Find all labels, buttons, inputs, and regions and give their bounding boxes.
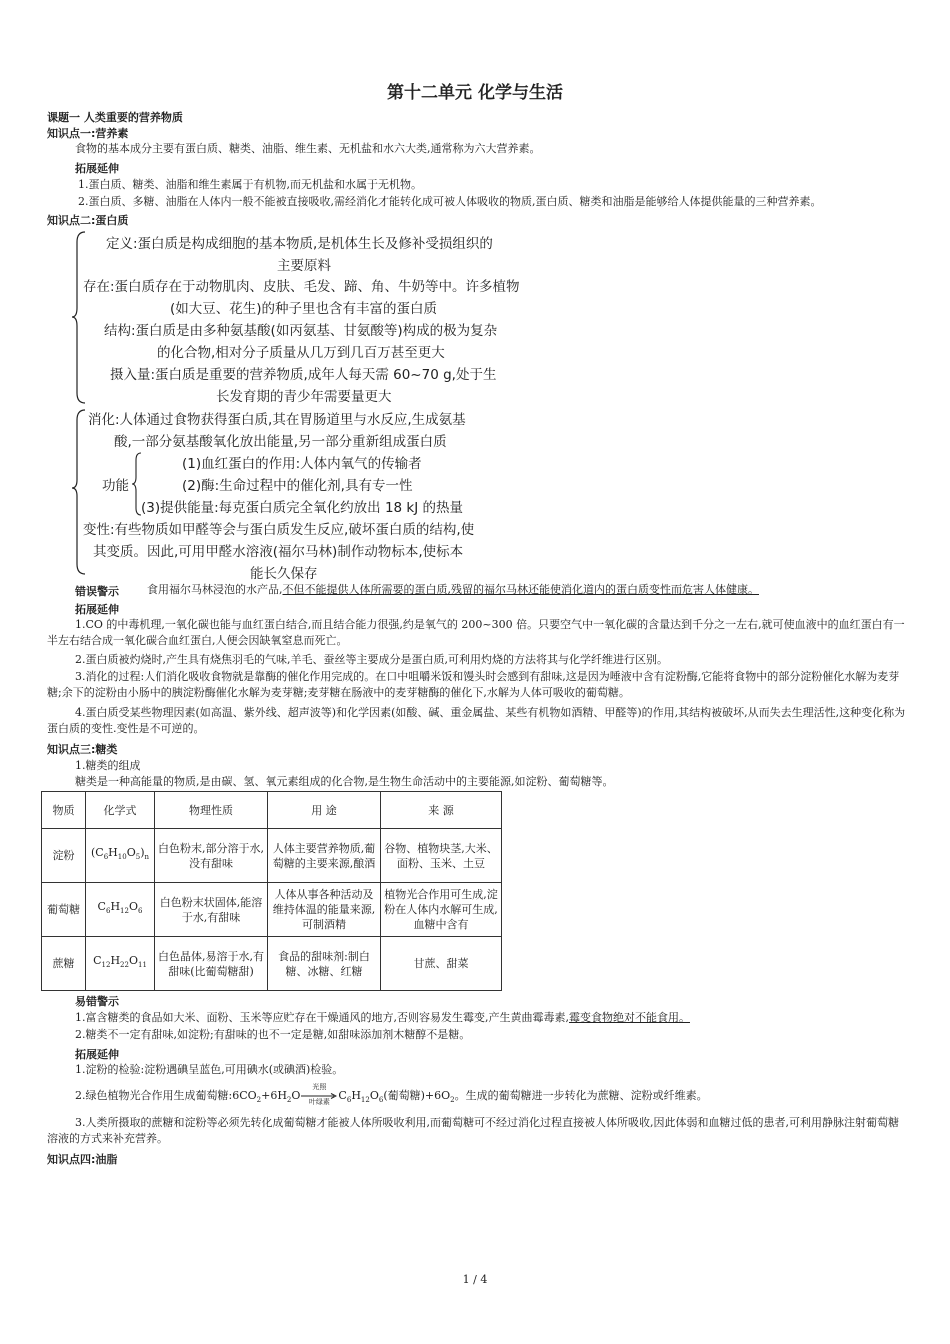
protein-denature-line1: 变性:有些物质如甲醛等会与蛋白质发生反应,破坏蛋白质的结构,使 xyxy=(83,522,475,538)
protein-definition-line2: 主要原料 xyxy=(277,258,331,274)
kp2-ext2: 2.蛋白质被灼烧时,产生具有烧焦羽毛的气味,羊毛、蚕丝等主要成分是蛋白质,可利用灼烧的方法将其与化学纤维进行区别。 xyxy=(75,653,668,666)
kp3-ext3: 3.人类所摄取的蔗糖和淀粉等必须先转化成葡萄糖才能被人体所吸收利用,而葡萄糖可不经过消化过程直接被人体所吸收,因此体弱和血糖过低的患者,可利用静脉注射葡萄糖溶液的方式来补充营养。 xyxy=(47,1116,899,1145)
table-cell: 白色粉末状固体,能溶于水,有甜味 xyxy=(155,883,268,937)
protein-existence-line1: 存在:蛋白质存在于动物肌肉、皮肤、毛发、蹄、角、牛奶等中。许多植物 xyxy=(83,279,520,295)
table-cell: 白色晶体,易溶于水,有甜味(比葡萄糖甜) xyxy=(155,937,268,991)
table-header: 化学式 xyxy=(86,792,155,829)
kp2-warning-text: 食用福尔马林浸泡的水产品,不但不能提供人体所需要的蛋白质,残留的福尔马林还能使消化道内的蛋白质变性而危害人体健康。 xyxy=(147,583,759,596)
protein-structure-line2: 的化合物,相对分子质量从几万到几百万甚至更大 xyxy=(157,345,445,361)
table-cell: 白色粉末,部分溶于水,没有甜味 xyxy=(155,829,268,883)
protein-structure-line1: 结构:蛋白质是由多种氨基酸(如丙氨基、甘氨酸等)构成的极为复杂 xyxy=(104,323,498,339)
function-item-2: (2)酶:生命过程中的催化剂,具有专一性 xyxy=(182,478,413,494)
kp3-warning-1: 1.富含糖类的食品如大米、面粉、玉米等应贮存在干燥通风的地方,否则容易发生霉变,产生黄曲霉毒素,霉变食物绝对不能食用。 xyxy=(75,1011,690,1024)
protein-intake-line2: 长发育期的青少年需要量更大 xyxy=(216,389,392,405)
kp3-ext2-photosynthesis: 2.绿色植物光合作用生成葡萄糖$:6CO_2+6H_2O$ 光照 叶绿素 $C_6H_{12}O_6$(葡萄糖)$+6O_2$。生成的葡萄糖进一步转化为蔗糖、淀粉或纤维素。 xyxy=(75,1083,708,1106)
kp3-warning-2: 2.糖类不一定有甜味,如淀粉;有甜味的也不一定是糖,如甜味添加剂木糖醇不是糖。 xyxy=(75,1028,471,1041)
table-cell: 人体主要营养物质,葡萄糖的主要来源,酿酒 xyxy=(268,829,381,883)
table-header-row xyxy=(42,792,502,829)
table-cell: 谷物、植物块茎,大米、面粉、玉米、土豆 xyxy=(381,829,502,883)
function-item-1: (1)血红蛋白的作用:人体内氧气的传输者 xyxy=(182,456,422,472)
protein-digestion-line2: 酸,一部分氨基酸氧化放出能量,另一部分重新组成蛋白质 xyxy=(114,434,447,450)
function-label: 功能 xyxy=(102,478,129,494)
table-header: 物质 xyxy=(42,792,86,829)
table-cell: 人体从事各种活动及维持体温的能量来源,可制酒精 xyxy=(268,883,381,937)
protein-brace-upper xyxy=(70,230,90,405)
protein-existence-line2: (如大豆、花生)的种子里也含有丰富的蛋白质 xyxy=(170,301,438,317)
kp1-ext1: 1.蛋白质、糖类、油脂和维生素属于有机物,而无机盐和水属于无机物。 xyxy=(78,178,422,191)
kp3-ext1: 1.淀粉的检验:淀粉遇碘呈蓝色,可用碘水(或碘酒)检验。 xyxy=(75,1063,344,1076)
protein-definition-line1: 定义:蛋白质是构成细胞的基本物质,是机体生长及修补受损组织的 xyxy=(106,236,493,252)
kp3-warning-label: 易错警示 xyxy=(75,995,119,1008)
table-cell: 蔗糖 xyxy=(42,937,86,991)
protein-denature-line3: 能长久保存 xyxy=(250,566,318,582)
protein-digestion-line1: 消化:人体通过食物获得蛋白质,其在胃肠道里与水反应,生成氨基 xyxy=(88,412,466,428)
kp2-heading: 知识点二:蛋白质 xyxy=(47,214,129,227)
table-cell: 淀粉 xyxy=(42,829,86,883)
page-title: 第十二单元 化学与生活 xyxy=(387,83,563,103)
table-header: 用 途 xyxy=(268,792,381,829)
kp3-ext-heading: 拓展延伸 xyxy=(75,1048,119,1061)
table-cell: 植物光合作用可生成,淀粉在人体内水解可生成,血糖中含有 xyxy=(381,883,502,937)
kp3-text: 糖类是一种高能量的物质,是由碳、氢、氧元素组成的化合物,是生物生命活动中的主要能源,如淀粉、葡萄糖等。 xyxy=(75,775,614,788)
sugar-table xyxy=(41,791,502,991)
kp1-ext-heading: 拓展延伸 xyxy=(75,162,119,175)
reaction-arrow: 光照 叶绿素 xyxy=(301,1090,337,1102)
kp3-subheading: 1.糖类的组成 xyxy=(75,759,141,772)
kp2-ext1: 1.CO 的中毒机理,一氧化碳也能与血红蛋白结合,而且结合能力很强,约是氧气的 200~300 倍。只要空气中一氧化碳的含量达到千分之一左右,就可使血液中的血红蛋白有一半左右结合成一氧化碳合血红蛋白,人便会因缺氧窒息而死亡。 xyxy=(47,618,905,647)
table-cell-formula: $C_{12}H_{22}O_{11}$ xyxy=(86,937,155,991)
table-row xyxy=(42,937,502,991)
kp2-ext3: 3.消化的过程:人们消化吸收食物就是靠酶的催化作用完成的。在口中咀嚼米饭和馒头时会感到有甜味,这是因为唾液中含有淀粉酶,它能将食物中的部分淀粉催化水解为麦芽糖;余下的淀粉由小肠中的胰淀粉酶催化水解为麦芽糖;麦芽糖在肠液中的麦芽糖酶的催化下,水解为人体可吸收的葡萄糖。 xyxy=(47,670,900,699)
kp1-heading: 知识点一:营养素 xyxy=(47,127,129,140)
table-row xyxy=(42,829,502,883)
kp1-ext2: 2.蛋白质、多糖、油脂在人体内一般不能被直接吸收,需经消化才能转化成可被人体吸收的物质,蛋白质、糖类和油脂是能够给人体提供能量的三种营养素。 xyxy=(78,195,822,208)
kp2-warning-label: 错误警示 xyxy=(75,585,119,598)
protein-denature-line2: 其变质。因此,可用甲醛水溶液(福尔马林)制作动物标本,使标本 xyxy=(93,544,464,560)
table-cell: 甘蔗、甜菜 xyxy=(381,937,502,991)
function-item-3: (3)提供能量:每克蛋白质完全氧化约放出 18 kJ 的热量 xyxy=(141,500,464,516)
page-number: 1 / 4 xyxy=(462,1273,488,1286)
kp2-ext-heading: 拓展延伸 xyxy=(75,603,119,616)
table-cell: 葡萄糖 xyxy=(42,883,86,937)
lesson-heading: 课题一 人类重要的营养物质 xyxy=(47,111,183,124)
protein-intake-line1: 摄入量:蛋白质是重要的营养物质,成年人每天需 60~70 g,处于生 xyxy=(110,367,497,383)
kp1-text: 食物的基本成分主要有蛋白质、糖类、油脂、维生素、无机盐和水六大类,通常称为六大营养素。 xyxy=(75,142,541,155)
table-row xyxy=(42,883,502,937)
kp4-heading: 知识点四:油脂 xyxy=(47,1153,118,1166)
protein-brace-lower xyxy=(70,408,90,576)
table-cell-formula: $(C_6H_{10}O_5)_n$ xyxy=(86,829,155,883)
table-cell-formula: $C_6H_{12}O_6$ xyxy=(86,883,155,937)
kp3-heading: 知识点三:糖类 xyxy=(47,743,118,756)
table-header: 来 源 xyxy=(381,792,502,829)
table-cell: 食品的甜味剂:制白糖、冰糖、红糖 xyxy=(268,937,381,991)
table-header: 物理性质 xyxy=(155,792,268,829)
kp2-ext4: 4.蛋白质受某些物理因素(如高温、紫外线、超声波等)和化学因素(如酸、碱、重金属盐、某些有机物如酒精、甲醛等)的作用,其结构被破坏,从而失去生理活性,这种变化称为蛋白质的变性.变性是不可逆的。 xyxy=(47,706,906,735)
